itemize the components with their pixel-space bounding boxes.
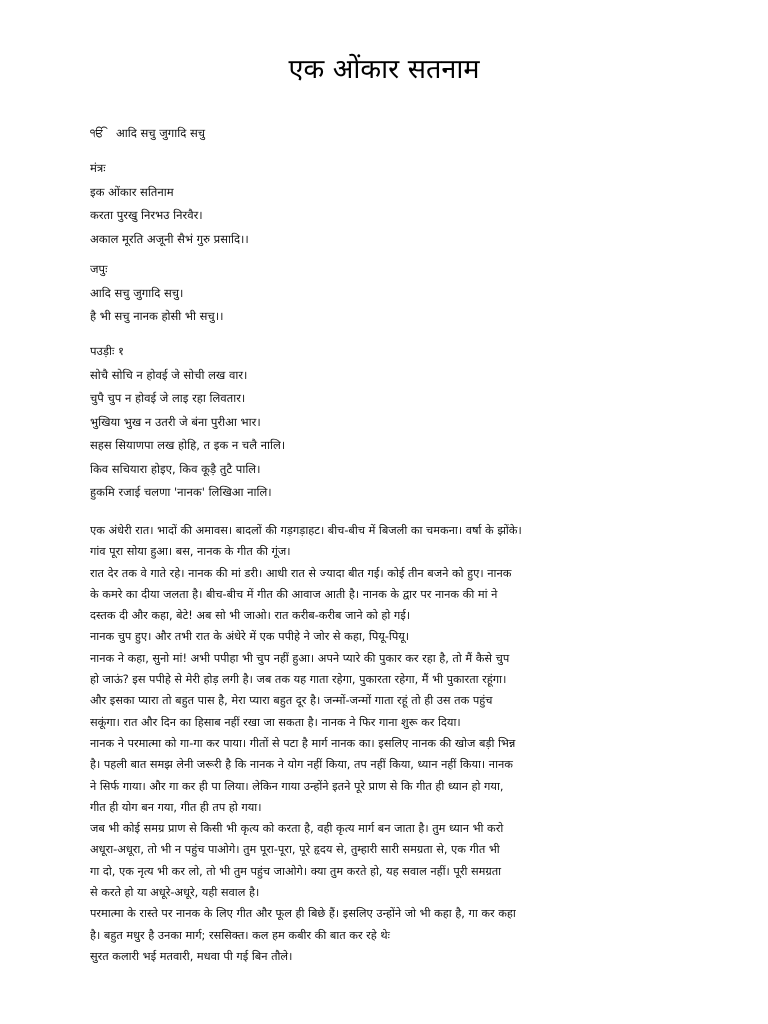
paragraph-line: सुरत कलारी भई मतवारी, मधवा पी गई बिन तौले।	[90, 949, 293, 963]
paragraph-line: एक अंधेरी रात। भादों की अमावस। बादलों की गड़गड़ाहट। बीच-बीच में बिजली का चमकना। वर्षा के झोंके।	[90, 524, 522, 537]
japu-line: आदि सचु जुगादि सचु।	[90, 285, 184, 300]
mantra-section	[90, 157, 690, 251]
pauri-line: सहस सियाणपा लख होहि, त इक न चलै नालि।	[90, 438, 286, 452]
mantra-line: इक ओंकार सतिनाम	[90, 184, 174, 199]
paragraph-line: गा दो, एक नृत्य भी कर लो, तो भी तुम पहुंच जाओगे। क्या तुम करते हो, यह सवाल नहीं। पूरी समग्रता	[90, 864, 502, 878]
ik-onkar-symbol: ੴ	[90, 126, 104, 140]
paragraph-line: नानक ने कहा, सुनो मां! अभी पपीहा भी चुप नहीं हुआ। अपने प्यारे की पुकार कर रहा है, तो मैं कैसे चुप	[90, 651, 510, 665]
pauri-line: चुपै चुप न होवई जे लाइ रहा लिवतार।	[90, 391, 246, 405]
pauri-line: किव सचियारा होइए, किव कूड़ै तुटै पालि।	[90, 461, 261, 476]
paragraph-line: नानक ने परमात्मा को गा-गा कर पाया। गीतों से पटा है मार्ग नानक का। इसलिए नानक की खोज बड़ी भिन्न	[90, 736, 516, 750]
paragraph-line: परमात्मा के रास्ते पर नानक के लिए गीत और फूल ही बिछे हैं। इसलिए उन्होंने जो भी कहा है, गा कर कहा	[90, 907, 516, 921]
paragraph-line: जब भी कोई समग्र प्राण से किसी भी कृत्य को करता है, वही कृत्य मार्ग बन जाता है। तुम ध्यान भी करो	[90, 822, 504, 836]
japu-heading: जपुः	[90, 262, 108, 276]
paragraph-line: अधूरा-अधूरा, तो भी न पहुंच पाओगे। तुम पूरा-पूरा, पूरे हृदय से, तुम्हारी सारी समग्रता से, एक गीत भी	[90, 843, 500, 857]
paragraph-line: हो जाऊं? इस पपीहे से मेरी होड़ लगी है। जब तक यह गाता रहेगा, पुकारता रहेगा, मैं भी पुकारता रहूंगा।	[90, 673, 507, 687]
pauri-line: सोचै सोचि न होवई जे सोची लख वार।	[90, 367, 248, 382]
paragraph-line: और इसका प्यारा तो बहुत पास है, मेरा प्यारा बहुत दूर है। जन्मों-जन्मों गाता रहूं तो ही उस तक पहुंच	[90, 694, 493, 708]
paragraph-line: गीत ही योग बन गया, गीत ही तप हो गया।	[90, 800, 262, 814]
paragraph-line: सकूंगा। रात और दिन का हिसाब नहीं रखा जा सकता है। नानक ने फिर गाना शुरू कर दिया।	[90, 715, 461, 729]
mantra-line: अकाल मूरति अजूनी सैभं गुरु प्रसादि।।	[90, 231, 249, 246]
pauri-section	[90, 340, 690, 505]
japu-section	[90, 258, 690, 329]
mantra-line: करता पुरखु निरभउ निरवैर।	[90, 208, 203, 222]
paragraph-line: है। बहुत मधुर है उनका मार्ग; रससिक्त। कल हम कबीर की बात कर रहे थेः	[90, 928, 390, 942]
paragraph-line: रात देर तक वे गाते रहे। नानक की मां डरी। आधी रात से ज्यादा बीत गई। कोई तीन बजने को हुए। नानक	[90, 566, 512, 580]
pauri-heading: पउड़ीः १	[90, 344, 124, 358]
paragraph-line: ने सिर्फ गाया। और गा कर ही पा लिया। लेकिन गाया उन्होंने इतने पूरे प्राण से कि गीत ही ध्यान हो गया,	[90, 779, 504, 793]
paragraph-line: के कमरे का दीया जलता है। बीच-बीच में गीत की आवाज आती है। नानक के द्वार पर नानक की मां ने	[90, 587, 498, 601]
paragraph-line: दस्तक दी और कहा, बेटे! अब सो भी जाओ। रात करीब-करीब जाने को हो गई।	[90, 609, 411, 623]
paragraph-line: है। पहली बात समझ लेनी जरूरी है कि नानक ने योग नहीं किया, तप नहीं किया, ध्यान नहीं किया। नानक	[90, 758, 513, 772]
pauri-line: हुकमि रजाई चलणा 'नानक' लिखिआ नालि।	[90, 485, 272, 499]
paragraph-line: गांव पूरा सोया हुआ। बस, नानक के गीत की गूंज।	[90, 545, 291, 559]
page-title: एक ओंकार सतनाम	[288, 54, 480, 85]
pauri-line: भुखिया भुख न उतरी जे बंना पुरीआ भार।	[90, 414, 261, 429]
invocation-line	[90, 121, 205, 145]
commentary-paragraph	[90, 520, 690, 967]
mantra-heading: मंत्रः	[90, 161, 106, 175]
invocation-text: आदि सचु जुगादि सचु	[116, 126, 206, 140]
japu-line: है भी सचु नानक होसी भी सचु।।	[90, 309, 224, 323]
paragraph-line: नानक चुप हुए। और तभी रात के अंधेरे में एक पपीहे ने जोर से कहा, पियू-पियू।	[90, 630, 410, 644]
paragraph-line: से करते हो या अधूरे-अधूरे, यही सवाल है।	[90, 886, 260, 900]
